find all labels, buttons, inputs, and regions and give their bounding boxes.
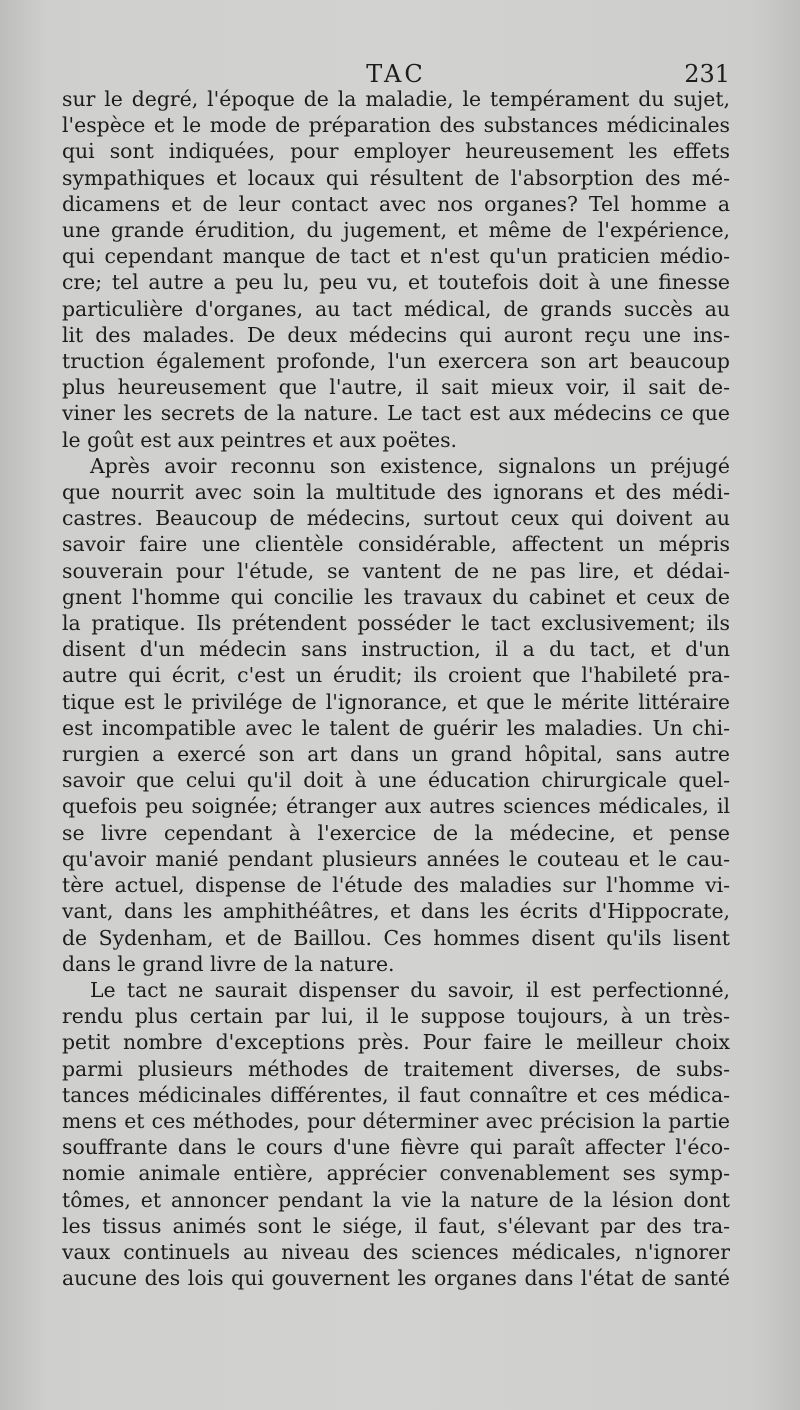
text-line: tances médicinales différentes, il faut connaître et ces médica- [62,1082,730,1107]
text-line: rurgien a exercé son art dans un grand hôpital, sans autre [62,742,730,767]
text-line: tômes, et annoncer pendant la vie la nature de la lésion dont [62,1187,730,1212]
text-line: aucune des lois qui gouvernent les organes dans l'état de santé [62,1266,730,1291]
text-line: savoir faire une clientèle considérable, affectent un mépris [62,532,730,557]
text-line: dicamens et de leur contact avec nos organes? Tel homme a [62,191,730,216]
text-line: la pratique. Ils prétendent posséder le tact exclusivement; ils [62,611,730,636]
body-text [62,86,730,1291]
text-line: vaux continuels au niveau des sciences médicales, n'ignorer [62,1239,730,1264]
text-line: gnent l'homme qui concilie les travaux du cabinet et ceux de [62,584,730,609]
text-line: les tissus animés sont le siége, il faut, s'élevant par des tra- [62,1213,730,1238]
text-line: mens et ces méthodes, pour déterminer avec précision la partie [62,1108,730,1133]
text-line: souverain pour l'étude, se vantent de ne pas lire, et dédai- [62,558,730,583]
text-line: nomie animale entière, apprécier convenablement ses symp- [62,1161,730,1186]
paragraph-3 [62,977,730,1291]
text-line: de Sydenham, et de Baillou. Ces hommes disent qu'ils lisent [62,925,730,950]
text-line: sur le degré, l'époque de la maladie, le tempérament du sujet, [62,87,730,111]
paragraph-1 [62,86,730,453]
text-line: truction également profonde, l'un exercera son art beaucoup [62,349,730,374]
text-line: le goût est aux peintres et aux poëtes. [62,427,458,452]
text-line: Après avoir reconnu son existence, signalons un préjugé [90,453,730,478]
text-line: qui cependant manque de tact et n'est qu'un praticien médio- [62,244,730,269]
running-head: TAC [366,60,426,88]
text-line: quefois peu soignée; étranger aux autres sciences médicales, il [62,794,730,819]
text-line: se livre cependant à l'exercice de la médecine, et pense [62,820,730,845]
text-line: tique est le privilége de l'ignorance, et que le mérite littéraire [62,689,730,714]
text-line: souffrante dans le cours d'une fièvre qui paraît affecter l'éco- [62,1135,730,1160]
text-line: plus heureusement que l'autre, il sait mieux voir, il sait de- [62,375,730,400]
text-line: l'espèce et le mode de préparation des substances médicinales [62,113,730,138]
page-number: 231 [684,60,730,88]
text-line: sympathiques et locaux qui résultent de l'absorption des mé- [62,165,730,190]
text-line: est incompatible avec le talent de guérir les maladies. Un chi- [62,715,730,740]
text-line: petit nombre d'exceptions près. Pour faire le meilleur choix [62,1030,730,1055]
text-line: particulière d'organes, au tact médical, de grands succès au [62,296,730,321]
text-line: castres. Beaucoup de médecins, surtout ceux qui doivent au [62,506,730,531]
text-line: dans le grand livre de la nature. [62,951,395,976]
text-line: que nourrit avec soin la multitude des ignorans et des médi- [62,480,730,505]
text-line: une grande érudition, du jugement, et même de l'expérience, [62,218,730,243]
text-line: qui sont indiquées, pour employer heureusement les effets [62,139,730,164]
paragraph-2 [62,453,730,977]
text-line: disent d'un médecin sans instruction, il a du tact, et d'un [62,637,730,662]
text-line: parmi plusieurs méthodes de traitement diverses, de subs- [62,1056,730,1081]
text-line: cre; tel autre a peu lu, peu vu, et toutefois doit à une finesse [62,270,730,295]
text-line: rendu plus certain par lui, il le suppose toujours, à un très- [62,1004,730,1029]
text-line: vant, dans les amphithéâtres, et dans les écrits d'Hippocrate, [62,899,730,924]
text-line: savoir que celui qu'il doit à une éducation chirurgicale quel- [62,768,730,793]
text-line: tère actuel, dispense de l'étude des maladies sur l'homme vi- [62,873,730,898]
text-line: autre qui écrit, c'est un érudit; ils croient que l'habileté pra- [62,663,730,688]
text-line: qu'avoir manié pendant plusieurs années le couteau et le cau- [62,846,730,871]
text-line: viner les secrets de la nature. Le tact est aux médecins ce que [62,401,730,426]
text-line: lit des malades. De deux médecins qui auront reçu une ins- [62,322,730,347]
text-line: Le tact ne saurait dispenser du savoir, il est perfectionné, [90,977,730,1002]
